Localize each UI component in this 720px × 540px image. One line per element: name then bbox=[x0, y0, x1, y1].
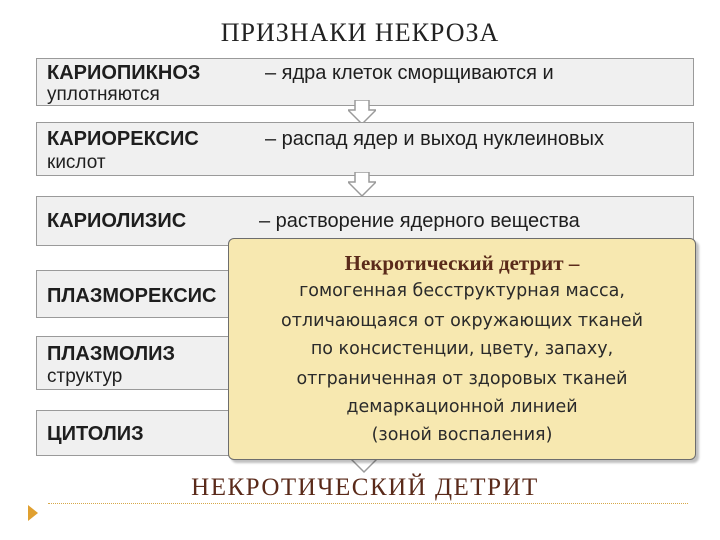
row-term: КАРИОПИКНОЗ bbox=[47, 62, 201, 84]
necrotic-detritus-callout bbox=[228, 238, 696, 460]
row-karyopyknosis bbox=[36, 58, 694, 106]
arrow-down-icon bbox=[348, 172, 376, 198]
callout-line: по консистенции, цвету, запаху, bbox=[310, 339, 614, 359]
callout-line: отличающаяся от окружающих тканей bbox=[281, 311, 643, 331]
row-term: ПЛАЗМОЛИЗ bbox=[47, 343, 176, 365]
divider bbox=[48, 503, 688, 504]
callout-title: Некротический детрит – bbox=[344, 251, 580, 275]
row-description: – ядра клеток сморщиваются и bbox=[265, 62, 554, 84]
row-term: ЦИТОЛИЗ bbox=[47, 423, 144, 445]
row-plasmorrhexis bbox=[36, 270, 236, 318]
row-description-continued: уплотняются bbox=[47, 84, 160, 105]
row-term: КАРИОЛИЗИС bbox=[47, 210, 187, 232]
row-plasmolysis bbox=[36, 336, 236, 390]
row-description: – распад ядер и выход нуклеиновых bbox=[265, 128, 604, 150]
row-karyorrhexis bbox=[36, 122, 694, 176]
callout-line: (зоной воспаления) bbox=[371, 425, 553, 445]
row-cytolysis bbox=[36, 410, 236, 456]
row-description-continued: структур bbox=[47, 366, 123, 387]
row-description: – растворение ядерного вещества bbox=[259, 210, 580, 232]
row-term: ПЛАЗМОРЕКСИС bbox=[47, 285, 217, 307]
page-title: ПРИЗНАКИ НЕКРОЗА bbox=[220, 18, 500, 47]
bottom-label: НЕКРОТИЧЕСКИЙ ДЕТРИТ bbox=[191, 474, 539, 501]
row-term: КАРИОРЕКСИС bbox=[47, 128, 199, 150]
bullet-arrow-icon bbox=[28, 505, 38, 521]
callout-line: гомогенная бесструктурная масса, bbox=[299, 281, 625, 301]
row-description-continued: кислот bbox=[47, 152, 106, 173]
callout-line: демаркационной линией bbox=[346, 397, 578, 417]
callout-line: отграниченная от здоровых тканей bbox=[296, 369, 628, 389]
